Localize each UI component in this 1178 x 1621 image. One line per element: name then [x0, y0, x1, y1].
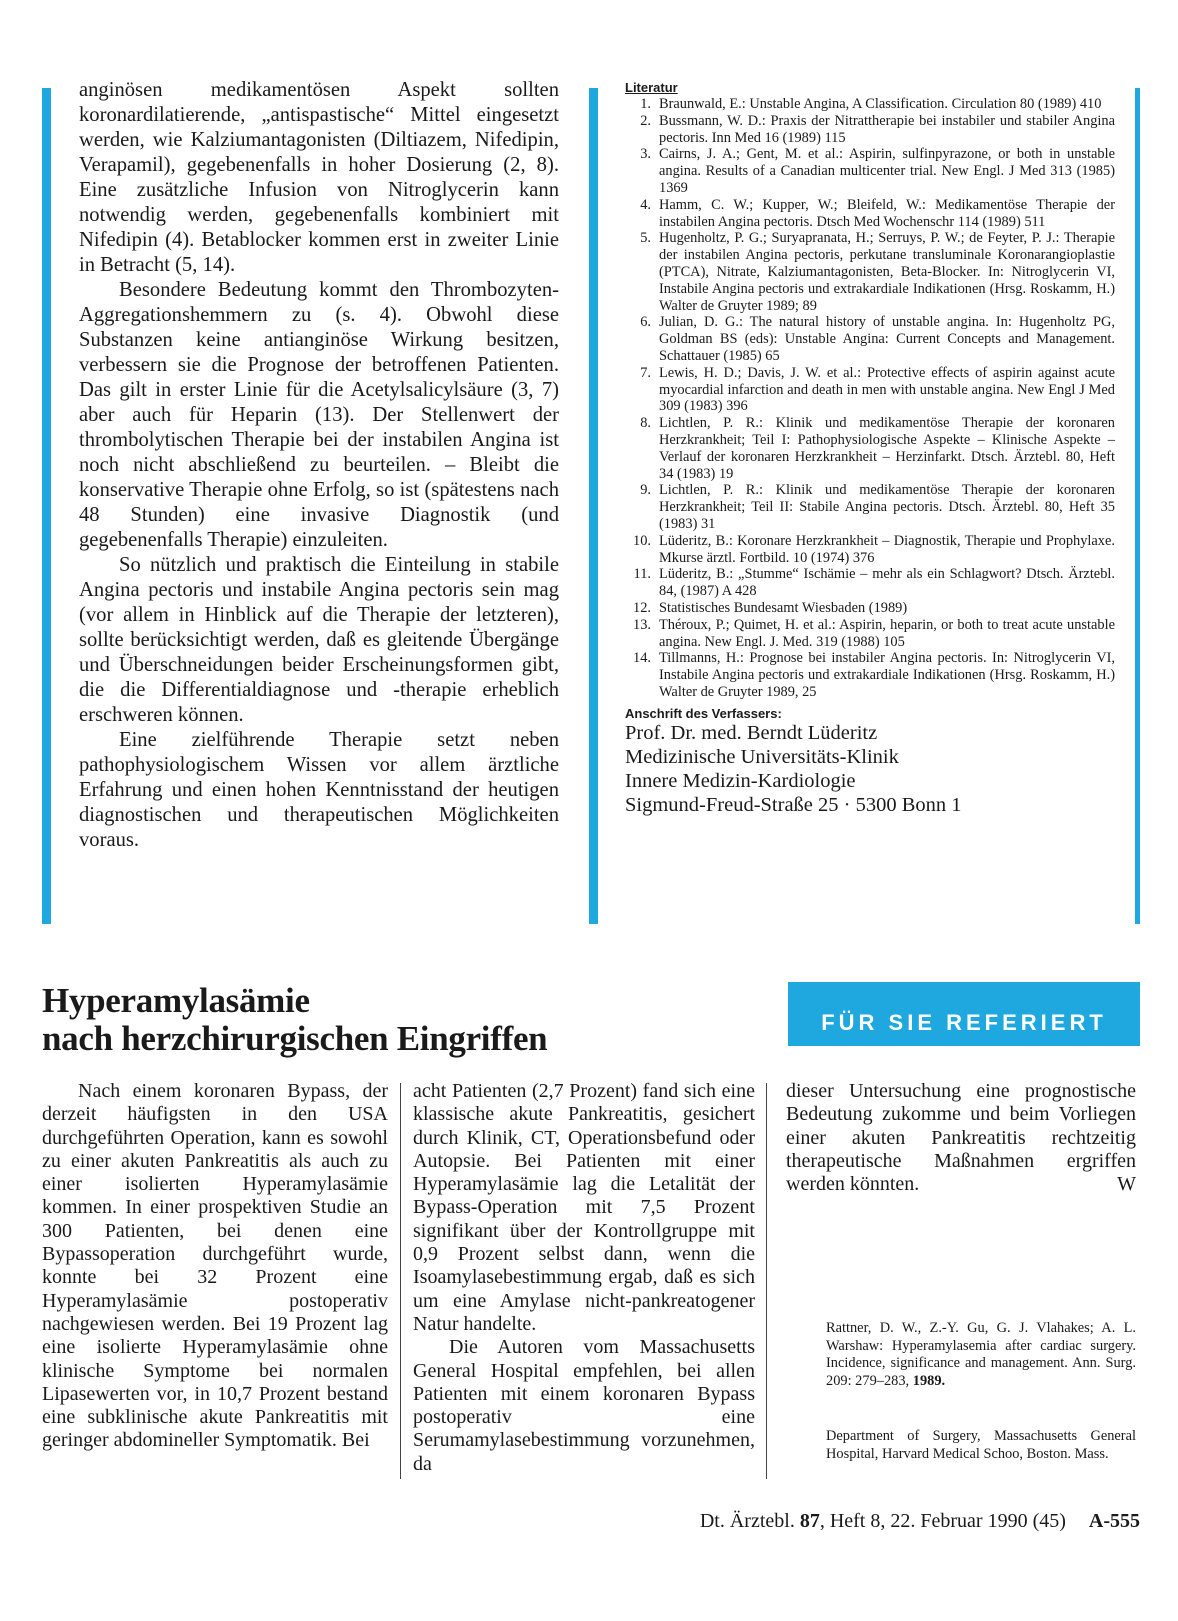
reference-item — [625, 113, 1115, 147]
reference-text: Hugenholtz, P. G.; Suryapranata, H.; Serruys, P. W.; de Feyter, P. J.: Therapie der instabilen Angina pectoris, perkutane transluminale Koronarangioplastie (PTCA), Nitrate, Kalziumantagonisten, Beta-Blocker. In: Nitroglycerin VI, Instabile Angina pectoris und extrakardiale Indikationen (Hrsg. Roskamm, H.) Walter de Gruyter 1989; 89 — [659, 230, 1115, 314]
reference-text: Lichtlen, P. R.: Klinik und medikamentöse Therapie der koronaren Herzkrankheit; Teil II: Stabile Angina pectoris. Dtsch. Ärztebl. 80, Heft 35 (1983) 31 — [659, 482, 1115, 532]
reference-item — [625, 600, 1115, 617]
reference-text: Bussmann, W. D.: Praxis der Nitrattherapie bei instabiler und stabiler Angina pectoris. Inn Med 16 (1989) 115 — [659, 112, 1115, 146]
paragraph: Eine zielführende Therapie setzt neben pathophysiologischem Wissen vor allem ärztliche Erfahrung und einen hohen Kenntnisstand der heutigen diagnostischen und therapeutischen Möglichkeiten voraus. — [79, 729, 559, 851]
article-continuation — [79, 78, 559, 853]
reference-number: 3. — [640, 146, 651, 163]
reference-text: Lüderitz, B.: „Stumme“ Ischämie – mehr als ein Schlagwort? Dtsch. Ärztebl. 84, (1987) A 428 — [659, 566, 1115, 600]
reference-number: 9. — [640, 482, 651, 499]
literature-section — [625, 80, 1115, 817]
author-address — [625, 721, 1115, 817]
reference-item — [625, 365, 1115, 415]
accent-bar-middle — [589, 88, 598, 924]
article-column-1 — [42, 1080, 388, 1453]
journal-name: Dt. Ärztebl. — [699, 1510, 795, 1532]
article-title — [42, 982, 742, 1058]
paragraph: Nach einem koronaren Bypass, der derzeit häufigsten in den USA durchgeführten Operation, kann es sowohl zu einer akuten Pankreatitis als auch zu einer isolierten Hyperamylasämie kommen. In einer prospektiven Studie an 300 Patienten, bei denen eine Bypassoperation durchgeführt wurde, konnte bei 32 Prozent eine Hyperamylasämie postoperativ nachgewiesen werden. Bei 19 Prozent lag eine isolierte Hyperamylasämie ohne klinische Symptome bei normalen Lipasewerten vor, in 10,7 Prozent bestand eine subklinische akute Pankreatitis mit geringer abdomineller Symptomatik. Bei — [42, 1080, 388, 1452]
reference-item — [625, 146, 1115, 196]
reference-item — [625, 482, 1115, 532]
reference-text: Rattner, D. W., Z.-Y. Gu, G. J. Vlahakes; A. L. Warshaw: Hyperamylasemia after cardiac surgery. Incidence, significance and management. Ann. Surg. 209: 279–283, — [826, 1320, 1136, 1389]
reference-number: 2. — [640, 112, 651, 129]
address-line: Innere Medizin-Kardiologie — [625, 769, 856, 792]
reference-list — [625, 96, 1115, 701]
column-divider — [766, 1083, 767, 1479]
reference-number: 4. — [640, 196, 651, 213]
reference-number: 12. — [633, 599, 651, 616]
reference-number: 1. — [640, 96, 651, 112]
page-number: A-555 — [1088, 1510, 1140, 1532]
reference-number: 13. — [633, 616, 651, 633]
reference-number: 6. — [640, 314, 651, 331]
reference-number: 14. — [633, 650, 651, 667]
accent-bar-left — [42, 88, 51, 924]
reference-text: Hamm, C. W.; Kupper, W.; Bleifeld, W.: Medikamentöse Therapie der instabilen Angina pectoris. Dtsch Med Wochenschr 114 (1989) 511 — [659, 196, 1115, 230]
paragraph: anginösen medikamentösen Aspekt sollten koronardilatierende, „antispastische“ Mittel eingesetzt werden, wie Kalziumantagonisten (Diltiazem, Nifedipin, Verapamil), gegebenenfalls in hoher Dosierung (2, 8). Eine zusätzliche Infusion von Nitroglycerin kann notwendig werden, gegebenenfalls kombiniert mit Nifedipin (4). Betablocker kommen erst in zweiter Linie in Betracht (5, 14). — [79, 79, 559, 276]
reference-year: 1989. — [912, 1372, 946, 1389]
title-line: nach herzchirurgischen Eingriffen — [42, 1019, 548, 1058]
reference-item — [625, 96, 1115, 113]
reference-item — [625, 230, 1115, 314]
reference-text: Statistisches Bundesamt Wiesbaden (1989) — [659, 599, 908, 616]
reference-number: 7. — [640, 364, 651, 381]
page-footer — [640, 1510, 1140, 1533]
title-line: Hyperamylasämie — [42, 981, 310, 1020]
reference-text: Lüderitz, B.: Koronare Herzkrankheit – Diagnostik, Therapie und Prophylaxe. Mkurse ärztl. Fortbild. 10 (1974) 376 — [659, 532, 1115, 566]
address-line: Sigmund-Freud-Straße 25 · 5300 Bonn 1 — [625, 793, 962, 816]
reference-number: 11. — [633, 566, 651, 583]
source-reference — [826, 1320, 1136, 1390]
address-line: Prof. Dr. med. Berndt Lüderitz — [625, 721, 878, 744]
address-heading: Anschrift des Verfassers: — [625, 705, 782, 721]
paragraph — [786, 1080, 1136, 1196]
paragraph: So nützlich und praktisch die Einteilung in stabile Angina pectoris und instabile Angina pectoris sein mag (vor allem in Hinblick auf die Therapie der letzteren), sollte berücksichtigt werden, daß es gleitende Übergänge und Überschneidungen beider Erscheinungsformen gibt, die die Differentialdiagnose und -therapie erheblich erschweren können. — [79, 554, 559, 726]
column-divider — [400, 1083, 401, 1479]
address-line: Medizinische Universitäts-Klinik — [625, 745, 899, 768]
section-banner: FÜR SIE REFERIERT — [788, 982, 1140, 1046]
paragraph: acht Patienten (2,7 Prozent) fand sich eine klassische akute Pankreatitis, gesichert durch Klinik, CT, Operationsbefund oder Autopsie. Bei Patienten mit einer Hyperamylasämie lag die Letalität der Bypass-Operation mit 7,5 Prozent signifikant über der Kontrollgruppe mit 0,9 Prozent selbst dann, wenn die Isoamylasebestimmung ergab, daß es sich um eine Amylase nicht-pankreatogener Natur handelte. — [413, 1080, 755, 1335]
reference-item — [625, 197, 1115, 231]
reference-item — [625, 617, 1115, 651]
article-column-3 — [786, 1080, 1136, 1196]
reference-item — [625, 533, 1115, 567]
reference-text: Braunwald, E.: Unstable Angina, A Classification. Circulation 80 (1989) 410 — [659, 96, 1102, 112]
reference-number: 5. — [640, 230, 651, 247]
source-institution: Department of Surgery, Massachusetts General Hospital, Harvard Medical Schoo, Boston. Mass. — [826, 1428, 1136, 1462]
reference-number: 8. — [640, 415, 651, 432]
author-initial: W — [1117, 1173, 1136, 1196]
literature-heading: Literatur — [625, 80, 678, 95]
reference-text: Julian, D. G.: The natural history of unstable angina. In: Hugenholtz PG, Goldman BS (eds): Unstable Angina: Current Concepts and Management. Schattauer (1985) 65 — [659, 314, 1115, 364]
reference-item — [625, 566, 1115, 600]
reference-text: Cairns, J. A.; Gent, M. et al.: Aspirin, sulfinpyrazone, or both in unstable angina. Results of a Canadian multicenter trial. New Engl. J Med 313 (1985) 1369 — [659, 146, 1115, 196]
paragraph: Besondere Bedeutung kommt den Thrombozyten-Aggregationshemmern zu (s. 4). Obwohl diese Substanzen keine antianginöse Wirkung besitzen, verbessern sie die Prognose der betroffenen Patienten. Das gilt in erster Linie für die Acetylsalicylsäure (3, 7) aber auch für Heparin (13). Der Stellenwert der thrombolytischen Therapie bei der instabilen Angina ist noch nicht abschließend zu beurteilen. – Bleibt die konservative Therapie ohne Erfolg, so ist (spätestens nach 48 Stunden) eine invasive Diagnostik (und gegebenenfalls Therapie) einzuleiten. — [79, 279, 559, 551]
reference-number: 10. — [633, 532, 651, 549]
accent-bar-right — [1135, 88, 1140, 924]
reference-text: Lewis, H. D.; Davis, J. W. et al.: Protective effects of aspirin against acute myocardial infarction and death in men with unstable angina. New Engl J Med 309 (1983) 396 — [659, 364, 1115, 415]
volume-number: 87 — [799, 1510, 820, 1532]
reference-item — [625, 314, 1115, 364]
reference-text: Lichtlen, P. R.: Klinik und medikamentöse Therapie der koronaren Herzkrankheit; Teil I: Pathophysiologische Aspekte – Klinische Aspekte – Verlauf der koronaren Herzkrankheit – Herzinfarkt. Dtsch. Ärztebl. 80, Heft 34 (1983) 19 — [659, 415, 1115, 482]
reference-text: Tillmanns, H.: Prognose bei instabiler Angina pectoris. In: Nitroglycerin VI, Instabile Angina pectoris und extrakardiale Indikationen (Hrsg. Roskamm, H.) Walter de Gruyter 1989, 25 — [659, 650, 1115, 700]
reference-item — [625, 650, 1115, 700]
paragraph: Die Autoren vom Massachusetts General Hospital empfehlen, bei allen Patienten mit einem koronaren Bypass postoperativ eine Serumamylasebestimmung vorzunehmen, da — [413, 1336, 755, 1475]
issue-info: , Heft 8, 22. Februar 1990 (45) — [819, 1510, 1066, 1532]
reference-text: Théroux, P.; Quimet, H. et al.: Aspirin, heparin, or both to treat acute unstable angina. New Engl. J. Med. 319 (1988) 105 — [659, 616, 1115, 650]
reference-item — [625, 415, 1115, 482]
article-column-2 — [413, 1080, 755, 1476]
paragraph-text: dieser Untersuchung eine prognostische Bedeutung zukomme und beim Vorliegen einer akuten Pankreatitis rechtzeitig therapeutische Maßnahmen ergriffen werden könnten. — [786, 1080, 1136, 1196]
